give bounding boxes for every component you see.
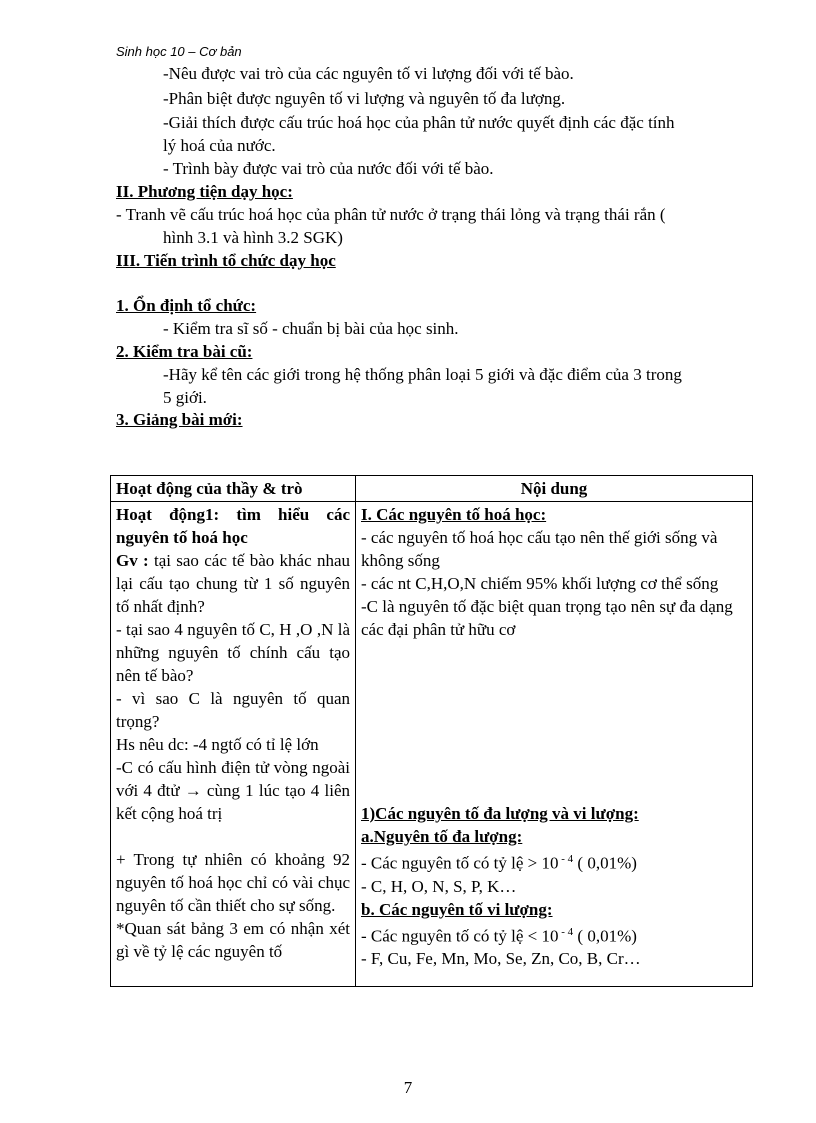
section-3-title: III. Tiến trình tổ chức dạy học xyxy=(116,251,336,270)
spacer xyxy=(361,641,747,802)
carbon-config: -C có cấu hình điện tử vòng ngoài với 4 đtử → cùng 1 lúc tạo 4 liên kết cộng hoá trị xyxy=(116,758,350,823)
teacher-question-2: - tại sao 4 nguyên tố C, H ,O ,N là những nguyên tố chính cấu tạo nên tế bào? xyxy=(116,620,350,685)
observe-question: *Quan sát bảng 3 em có nhận xét gì về tỷ lệ các nguyên tố xyxy=(116,919,350,961)
micro-ratio-exp: - 4 xyxy=(558,925,574,938)
macro-ratio xyxy=(361,848,747,875)
col-header-activities: Hoạt động của thầy & trò xyxy=(111,476,356,502)
micro-ratio-pct: ( 0,01%) xyxy=(573,926,637,946)
micro-ratio xyxy=(361,921,747,948)
activities-cell xyxy=(111,502,356,987)
objective-3: -Giải thích được cấu trúc hoá học của phân tử nước quyết định các đặc tính xyxy=(163,113,675,132)
step-3-title: 3. Giảng bài mới: xyxy=(116,410,243,429)
student-answer: Hs nêu dc: -4 ngtố có tỉ lệ lớn xyxy=(116,735,319,754)
section-elements-title: I. Các nguyên tố hoá học: xyxy=(361,505,547,524)
step-1-title: 1. Ổn định tổ chức: xyxy=(116,296,257,315)
section-2-line1: - Tranh vẽ cấu trúc hoá học của phân tử nước ở trạng thái lỏng và trạng thái rắn ( xyxy=(116,205,666,224)
spacer xyxy=(116,825,350,848)
macro-ratio-text: - Các nguyên tố có tỷ lệ > 10 xyxy=(361,853,559,873)
content-p1: - các nguyên tố hoá học cấu tạo nên thế giới sống và không sống xyxy=(361,528,718,570)
section-2-line2: hình 3.1 và hình 3.2 SGK) xyxy=(163,228,343,247)
col-header-content: Nội dung xyxy=(356,476,753,502)
objective-2: -Phân biệt được nguyên tố vi lượng và nguyên tố đa lượng. xyxy=(163,89,566,108)
macro-ratio-exp: - 4 xyxy=(558,853,574,865)
objective-4: - Trình bày được vai trò của nước đối với tế bào. xyxy=(163,159,494,178)
nature-note: + Trong tự nhiên có khoảng 92 nguyên tố hoá học chỉ có vài chục nguyên tố cần thiết cho sự sống. xyxy=(116,850,350,915)
macro-elements: - C, H, O, N, S, P, K… xyxy=(361,876,517,896)
step-2-line1: -Hãy kể tên các giới trong hệ thống phân loại 5 giới và đặc điểm của 3 trong xyxy=(163,365,682,384)
macro-title: a.Nguyên tố đa lượng: xyxy=(361,827,523,846)
table-header-row xyxy=(111,476,753,502)
gv-text: tại sao các tế bào khác nhau lại cấu tạo chung từ 1 số nguyên tố nhất định? xyxy=(116,551,350,616)
macro-micro-title: 1)Các nguyên tố đa lượng và vi lượng: xyxy=(361,804,639,823)
objective-3-cont: lý hoá của nước. xyxy=(163,136,276,155)
step-2-line2: 5 giới. xyxy=(163,388,207,407)
step-1-text: - Kiểm tra sĩ số - chuẩn bị bài của học sinh. xyxy=(163,319,459,338)
step-2-title: 2. Kiểm tra bài cũ: xyxy=(116,342,253,361)
activity-title: Hoạt động1: tìm hiểu các nguyên tố hoá học xyxy=(116,505,350,547)
micro-elements: - F, Cu, Fe, Mn, Mo, Se, Zn, Co, B, Cr… xyxy=(361,949,641,969)
micro-ratio-text: - Các nguyên tố có tỷ lệ < 10 xyxy=(361,926,559,946)
macro-ratio-pct: ( 0,01%) xyxy=(573,853,637,873)
micro-title: b. Các nguyên tố vi lượng: xyxy=(361,899,553,919)
objective-1: -Nêu được vai trò của các nguyên tố vi lượng đối với tế bào. xyxy=(163,64,574,83)
section-2-title: II. Phương tiện dạy học: xyxy=(116,182,293,201)
lesson-table xyxy=(110,475,753,987)
teacher-question-1 xyxy=(116,549,350,618)
content-p3: -C là nguyên tố đặc biệt quan trọng tạo nên sự đa dạng các đại phân tử hữu cơ xyxy=(361,597,733,639)
table-row xyxy=(111,502,753,987)
content-p2: - các nt C,H,O,N chiếm 95% khối lượng cơ thể sống xyxy=(361,574,719,593)
teacher-question-3: - vì sao C là nguyên tố quan trọng? xyxy=(116,689,350,731)
page-header: Sinh học 10 – Cơ bản xyxy=(116,44,242,59)
gv-label: Gv : xyxy=(116,551,149,570)
content-cell xyxy=(356,502,753,987)
page-number: 7 xyxy=(403,1078,413,1097)
